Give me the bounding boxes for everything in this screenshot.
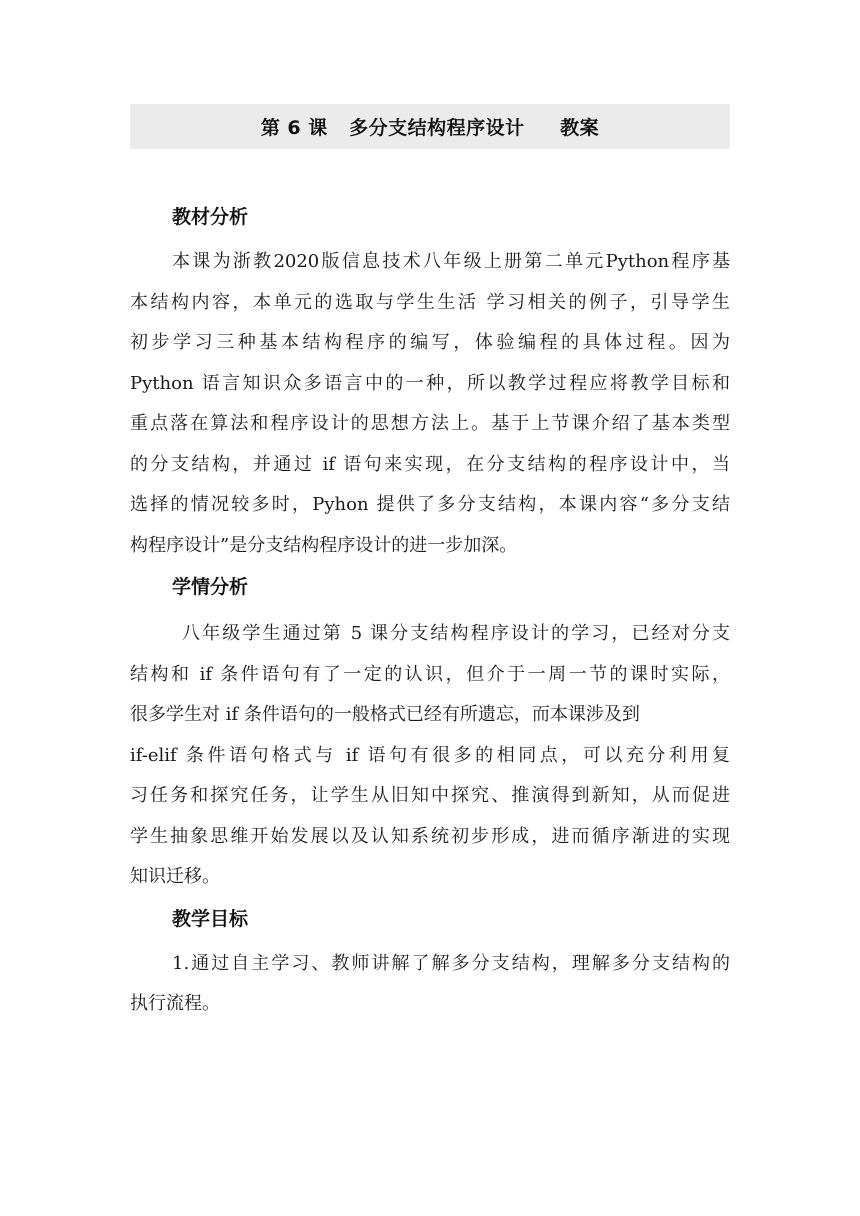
- document-title: 第 6 课 多分支结构程序设计 教案: [260, 117, 600, 139]
- paragraph-line: 构程序设计”是分支结构程序设计的进一步加深。: [130, 534, 518, 556]
- document-body: [130, 196, 730, 1025]
- paragraph-line: 执行流程。: [130, 993, 220, 1014]
- paragraph-line: 习任务和探究任务，让学生从旧知中探究、推演得到新知，从而促进: [130, 785, 730, 806]
- paragraph-line: 本结构内容，本单元的选取与学生生活 学习相关的例子，引导学生: [130, 291, 730, 313]
- paragraph-line: 重点落在算法和程序设计的思想方法上。基于上节课介绍了基本类型: [130, 413, 730, 434]
- paragraph-line: 选择的情况较多时，Pyhon 提供了多分支结构，本课内容“多分支结: [130, 494, 730, 515]
- paragraph-line: 知识迁移。: [130, 866, 220, 887]
- paragraph-teaching-goals: [130, 944, 730, 1025]
- paragraph-line: 八年级学生通过第 5 课分支结构程序设计的学习，已经对分支: [182, 623, 730, 644]
- paragraph-line: 1.通过自主学习、教师讲解了解多分支结构，理解多分支结构的: [172, 952, 730, 974]
- paragraph-student-analysis: [130, 614, 730, 898]
- title-bar: [130, 104, 730, 149]
- paragraph-line: Python 语言知识众多语言中的一种，所以教学过程应将教学目标和: [130, 372, 730, 394]
- paragraph-line: 很多学生对 if 条件语句的一般格式已经有所遗忘，而本课涉及到: [130, 704, 640, 725]
- paragraph-line: 结构和 if 条件语句有了一定的认识，但介于一周一节的课时实际，: [130, 663, 730, 685]
- section-heading-teaching-goals: 教学目标: [172, 907, 249, 930]
- paragraph-textbook-analysis: [130, 242, 730, 566]
- section-heading-textbook-analysis: 教材分析: [172, 206, 249, 228]
- paragraph-line: if-elif 条件语句格式与 if 语句有很多的相同点，可以充分利用复: [130, 744, 730, 766]
- paragraph-line: 学生抽象思维开始发展以及认知系统初步形成，进而循序渐进的实现: [130, 825, 730, 847]
- paragraph-line: 初步学习三种基本结构程序的编写，体验编程的具体过程。因为: [130, 332, 730, 353]
- paragraph-line: 本课为浙教2020版信息技术八年级上册第二单元Python程序基: [172, 251, 730, 272]
- section-heading-student-analysis: 学情分析: [172, 576, 249, 598]
- paragraph-line: 的分支结构，并通过 if 语句来实现，在分支结构的程序设计中，当: [130, 453, 730, 475]
